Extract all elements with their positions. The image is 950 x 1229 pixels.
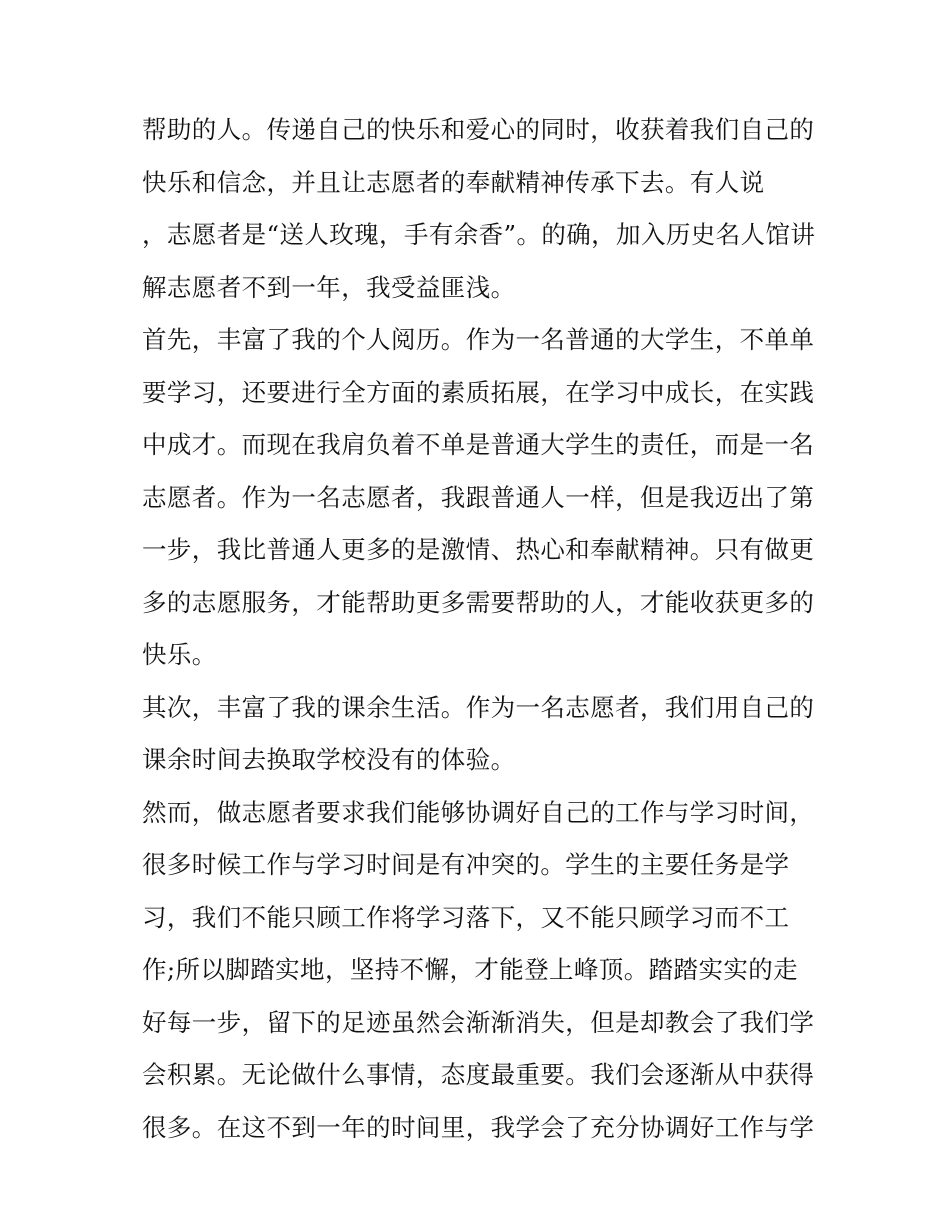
text-line: 好每一步，留下的足迹虽然会渐渐消失，但是却教会了我们学 [142,1007,815,1037]
text-line: 志愿者。作为一名志愿者，我跟普通人一样，但是我迈出了第 [142,482,815,512]
text-line: 作;所以脚踏实地，坚持不懈，才能登上峰顶。踏踏实实的走 [142,955,799,984]
text-line: 快乐。 [142,640,217,669]
document-body [142,104,822,1154]
text-line: 要学习，还要进行全方面的素质拓展，在学习中成长，在实践 [142,377,815,407]
text-line: 然而，做志愿者要求我们能够协调好自己的工作与学习时间， [142,797,815,827]
text-line: 解志愿者不到一年，我受益匪浅。 [142,272,516,302]
text-line: 首先，丰富了我的个人阅历。作为一名普通的大学生，不单单 [142,325,815,354]
text-line: 中成才。而现在我肩负着不单是普通大学生的责任，而是一名 [142,430,815,459]
text-line: 快乐和信念，并且让志愿者的奉献精神传承下去。有人说 [142,167,765,197]
text-line: 多的志愿服务，才能帮助更多需要帮助的人，才能收获更多的 [142,587,815,617]
text-line: 习，我们不能只顾工作将学习落下，又不能只顾学习而不工 [142,902,790,932]
text-line: 很多。在这不到一年的时间里，我学会了充分协调好工作与学 [142,1112,815,1142]
text-line: 很多时候工作与学习时间是有冲突的。学生的主要任务是学 [142,850,790,879]
text-line: 一步，我比普通人更多的是激情、热心和奉献精神。只有做更 [142,535,815,564]
text-line: 其次，丰富了我的课余生活。作为一名志愿者，我们用自己的 [142,692,815,722]
text-line: ，志愿者是“送人玫瑰，手有余香”。的确，加入历史名人馆讲 [142,220,816,249]
text-line: 会积累。无论做什么事情，态度最重要。我们会逐渐从中获得 [142,1060,815,1089]
text-line: 课余时间去换取学校没有的体验。 [142,745,516,774]
text-line: 帮助的人。传递自己的快乐和爱心的同时，收获着我们自己的 [142,115,815,144]
